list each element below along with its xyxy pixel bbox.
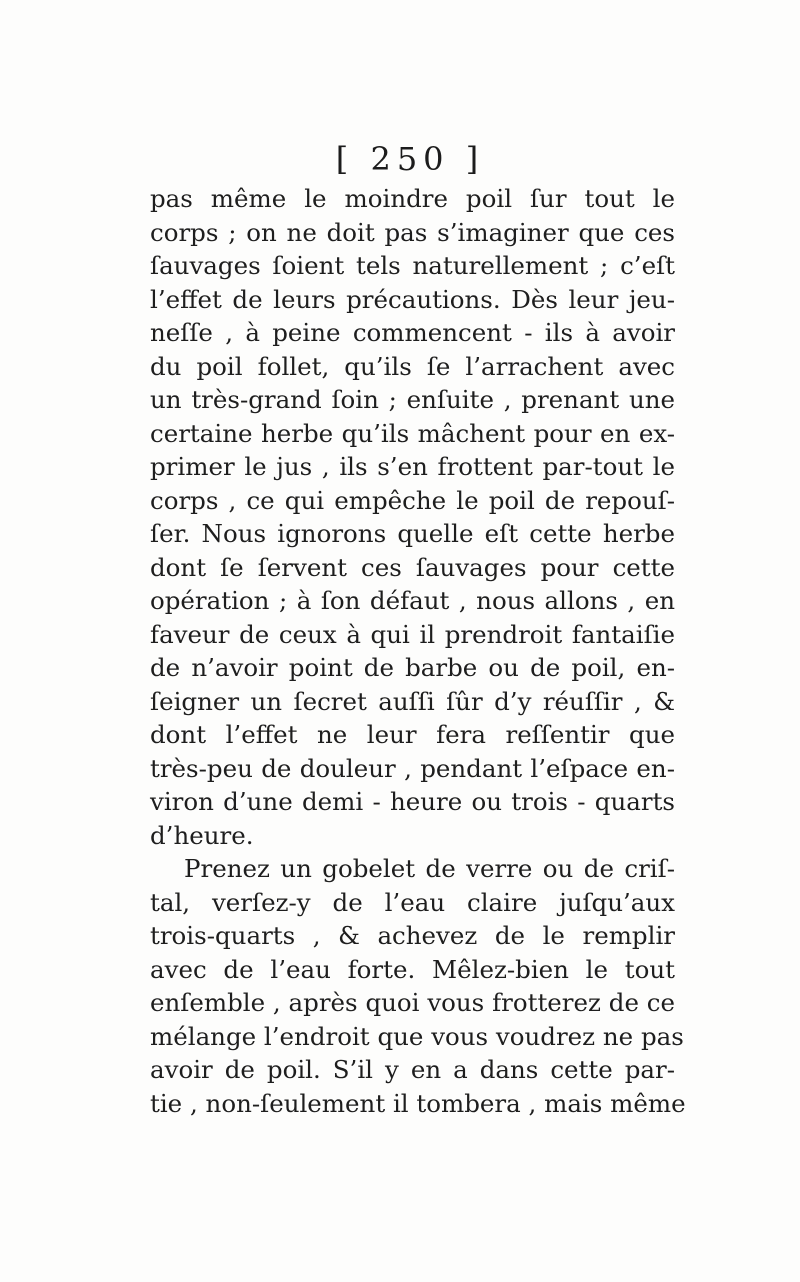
text-line: neſſe , à peine commencent - ils à avoir <box>150 318 675 347</box>
text-line: dont l’effet ne leur fera reſſentir que <box>150 720 675 749</box>
text-line: certaine herbe qu’ils mâchent pour en ex- <box>150 418 675 448</box>
text-line: viron d’une demi - heure ou trois - quarts <box>150 787 675 816</box>
text-line: Prenez un gobelet de verre ou de criſ- <box>184 854 675 883</box>
text-line: de n’avoir point de barbe ou de poil, en- <box>150 653 675 682</box>
text-line: ſeigner un ſecret auſſi ſûr d’y réuſſir , & <box>150 686 675 716</box>
text-line: corps ; on ne doit pas s’imaginer que ces <box>150 217 675 247</box>
text-line: tie , non-ſeulement il tombera , mais même <box>150 1088 686 1118</box>
text-line: avec de l’eau forte. Mêlez-bien le tout <box>150 954 675 984</box>
text-line: ſauvages ſoient tels naturellement ; c’eſt <box>150 251 675 280</box>
text-line: mélange l’endroit que vous voudrez ne pas <box>150 1021 684 1051</box>
text-line: pas même le moindre poil ſur tout le <box>150 184 675 213</box>
text-line: avoir de poil. S’il y en a dans cette par- <box>150 1055 675 1084</box>
page-number: [ 250 ] <box>335 140 485 178</box>
text-line: opération ; à ſon défaut , nous allons , en <box>150 586 675 615</box>
text-line: ſer. Nous ignorons quelle eſt cette herbe <box>150 519 675 548</box>
text-line: enſemble , après quoi vous frotterez de ce <box>150 988 675 1017</box>
body-text <box>150 182 686 1120</box>
text-line: tal, verſez-y de l’eau claire juſqu’aux <box>150 887 675 917</box>
text-line: trois-quarts , & achevez de le remplir <box>150 921 675 950</box>
text-line: dont ſe ſervent ces ſauvages pour cette <box>150 552 675 582</box>
text-line: corps , ce qui empêche le poil de repouſ- <box>150 485 675 515</box>
text-line: du poil follet, qu’ils ſe l’arrachent avec <box>150 351 675 381</box>
paragraph-1 <box>150 182 675 852</box>
text-line: d’heure. <box>150 820 254 850</box>
text-line: très-peu de douleur , pendant l’eſpace en- <box>150 753 675 783</box>
text-line: un très-grand ſoin ; enſuite , prenant une <box>150 385 675 414</box>
text-line: faveur de ceux à qui il prendroit fantaiſie <box>150 619 675 649</box>
paragraph-2 <box>150 852 686 1120</box>
text-line: l’effet de leurs précautions. Dès leur jeu- <box>150 284 675 314</box>
text-line: primer le jus , ils s’en frottent par-tout le <box>150 452 675 481</box>
